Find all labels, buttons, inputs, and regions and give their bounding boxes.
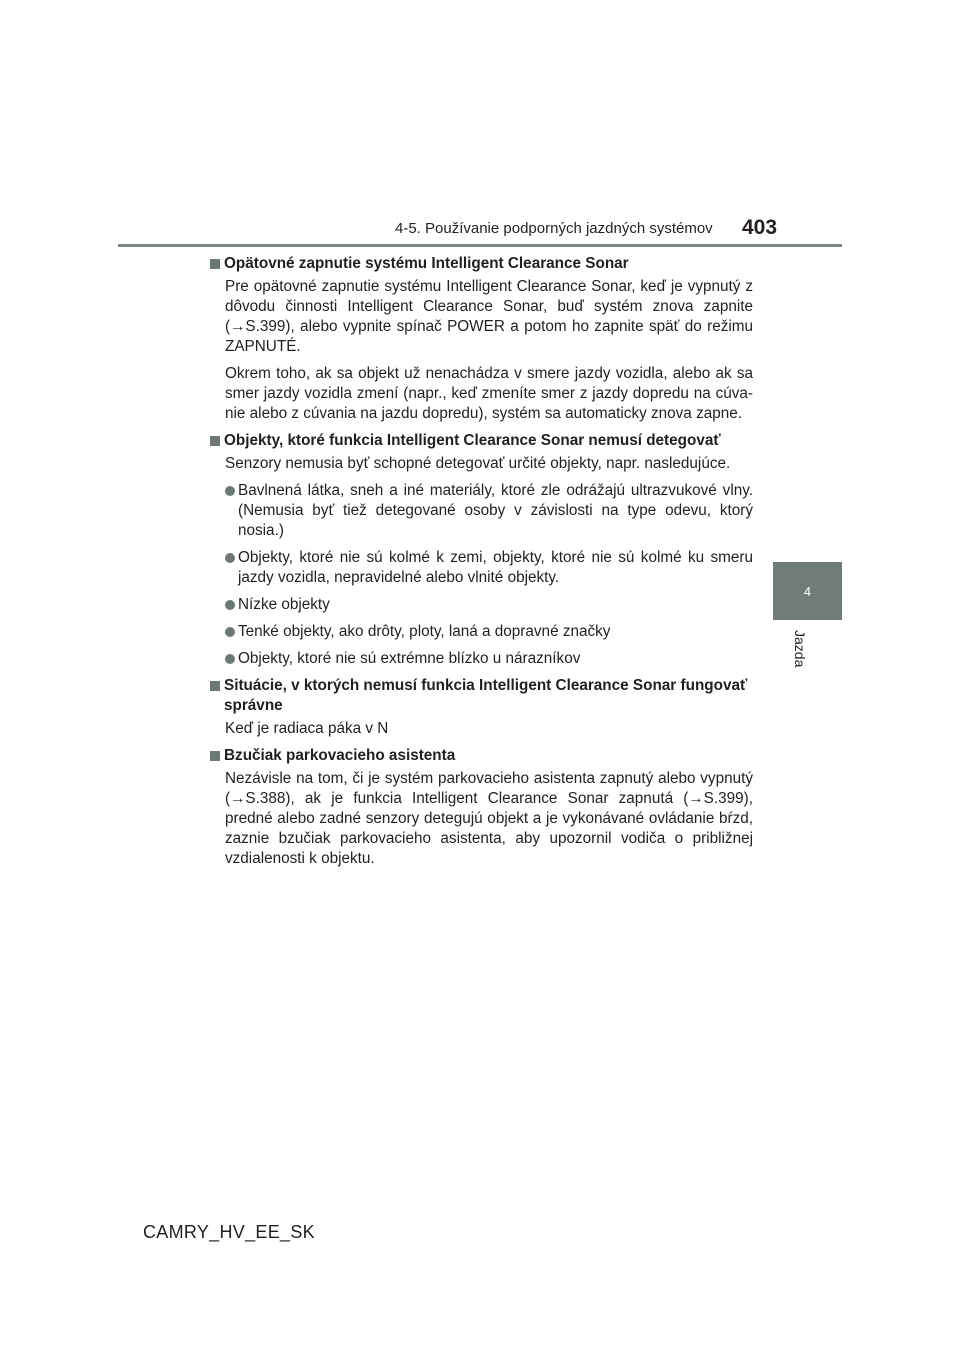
page-number: 403 [742,216,778,239]
chapter-label: Jazda [792,630,808,668]
round-bullet-icon [225,654,235,664]
list-item [225,595,753,615]
footer-doc-code: CAMRY_HV_EE_SK [143,1222,315,1242]
paragraph: Okrem toho, ak sa objekt už nenachádza v smere jazdy vozidla, alebo ak sa smer jazdy vozidla zmení (napr., keď zmeníte smer z jazdy dopredu na cúva-nie alebo z cúvania na jazdu dopredu), systém sa automaticky znova zapne. [225,365,753,422]
square-bullet-icon [210,259,220,269]
list-item-text: Objekty, ktoré nie sú kolmé k zemi, objekty, ktoré nie sú kolmé ku smeru jazdy vozidla, nepravidelné alebo vlnité objekty. [238,549,753,586]
section-heading [210,431,753,451]
chapter-tab [773,562,842,620]
section-heading [210,746,753,766]
list-item [225,548,753,588]
round-bullet-icon [225,627,235,637]
section-heading [210,676,753,716]
section-heading-text: Objekty, ktoré funkcia Intelligent Clearance Sonar nemusí detegovať [224,432,721,449]
list-item-text: Objekty, ktoré nie sú extrémne blízko u nárazníkov [238,650,581,667]
list-item-text: Nízke objekty [238,596,330,613]
square-bullet-icon [210,681,220,691]
square-bullet-icon [210,436,220,446]
section-heading-text: Opätovné zapnutie systému Intelligent Clearance Sonar [224,255,629,272]
chapter-number: 4 [803,583,812,599]
header-title: 4-5. Používanie podporných jazdných systémov [395,220,713,237]
list-item [225,622,753,642]
header-rule [118,244,842,247]
section-heading-text: Bzučiak parkovacieho asistenta [224,747,456,764]
list-item-text: Tenké objekty, ako drôty, ploty, laná a dopravné značky [238,623,611,640]
paragraph: Pre opätovné zapnutie systému Intelligent Clearance Sonar, keď je vypnutý z dôvodu činnosti Intelligent Clearance Sonar, buď systém znova zapnite (→S.399), alebo vypnite spínač POWER a potom ho zapnite späť do režimu ZAPNUTÉ. [225,278,753,355]
round-bullet-icon [225,600,235,610]
list-item [225,649,753,669]
list-item-text: Bavlnená látka, sneh a iné materiály, ktoré zle odrážajú ultrazvukové vlny. (Nemusia byť tiež detegované osoby v závislosti na type odevu, ktorý nosia.) [238,482,753,539]
round-bullet-icon [225,553,235,563]
round-bullet-icon [225,486,235,496]
section-heading [210,254,753,274]
square-bullet-icon [210,751,220,761]
section-heading-text: Situácie, v ktorých nemusí funkcia Intelligent Clearance Sonar fungovať správne [224,677,748,714]
list-item [225,481,753,541]
paragraph: Keď je radiaca páka v N [225,720,389,737]
page-content [210,254,753,869]
paragraph: Nezávisle na tom, či je systém parkovacieho asistenta zapnutý alebo vypnutý (→S.388), ak je funkcia Intelligent Clearance Sonar zapnutá (→S.399), predné alebo zadné senzory detegujú objekt a je vykonávané ovládanie bŕzd, zaznie bzučiak parkovacieho asistenta, aby upozornil vodiča o približnej vzdialenosti k objektu. [225,770,753,867]
paragraph: Senzory nemusia byť schopné detegovať určité objekty, napr. nasledujúce. [225,455,731,472]
